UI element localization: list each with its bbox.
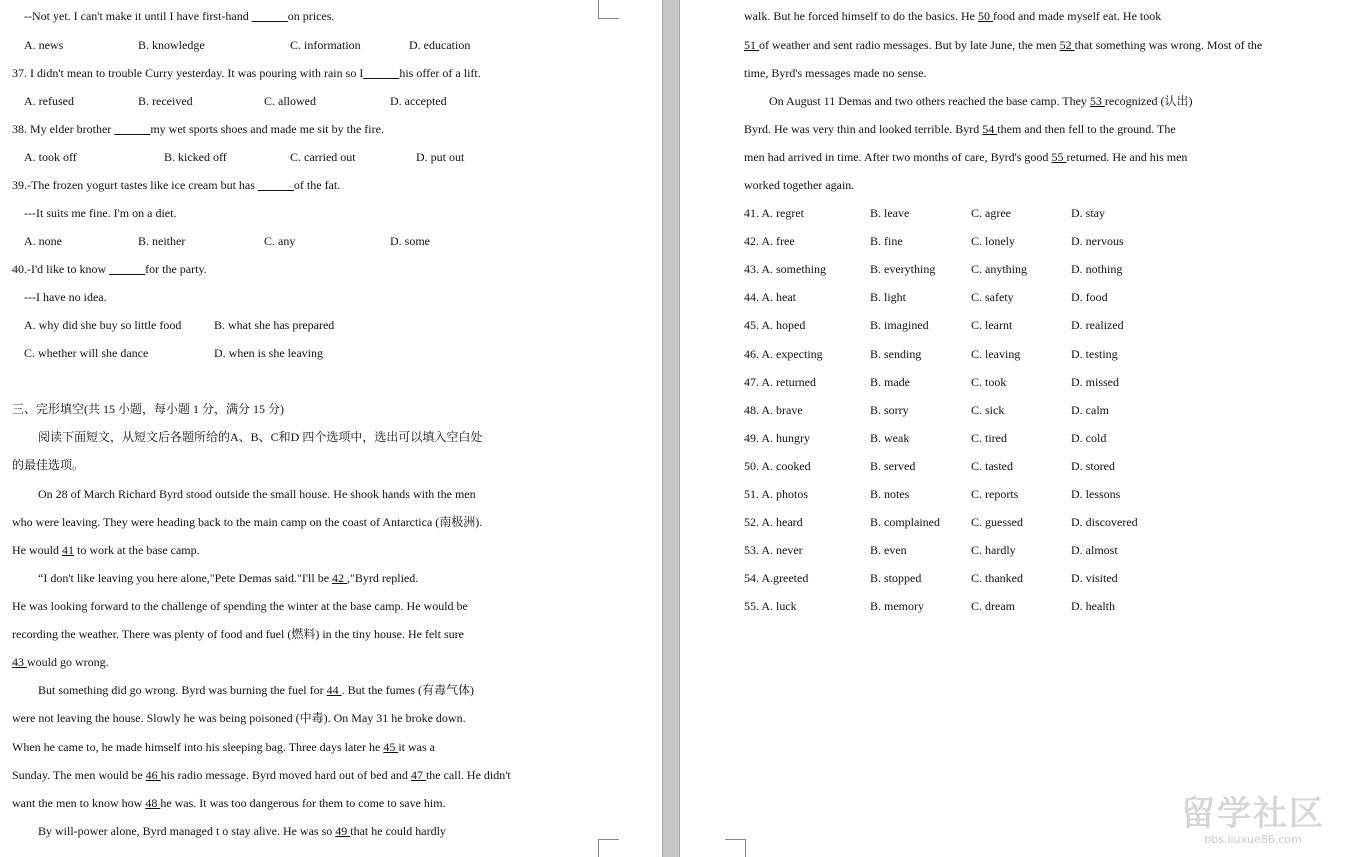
option-question: 47. A. returned: [744, 375, 816, 389]
blank-45: 45: [383, 740, 399, 754]
option-b: B. memory: [870, 599, 924, 613]
option-c: C. reports: [971, 487, 1019, 501]
option-d: D. accepted: [390, 94, 447, 108]
option-d: D. realized: [1071, 318, 1124, 332]
blank-53: 53: [1089, 94, 1105, 108]
option-question: 51. A. photos: [744, 487, 809, 501]
blank-41: 41: [62, 543, 74, 557]
document-page-left: [0, 0, 662, 857]
blank-54: 54: [982, 122, 998, 136]
question-37: 37. I didn't mean to trouble Curry yesterday. It was pouring with rain so I______his offer of a lift.: [12, 66, 481, 80]
blank-52: 52: [1059, 38, 1075, 52]
option-b: B. kicked off: [164, 150, 227, 164]
document-page-right: [680, 0, 1345, 857]
option-d: D. put out: [416, 150, 465, 164]
option-c: C. safety: [971, 290, 1014, 304]
passage-line: On August 11 Demas and two others reached the base camp. They 53 recognized (认出): [769, 94, 1193, 108]
blank-55: 55: [1051, 150, 1067, 164]
option-c: C. took: [971, 375, 1007, 389]
watermark: [1173, 795, 1333, 847]
option-b: B. even: [870, 543, 907, 557]
passage-line: 43 would go wrong.: [12, 655, 109, 669]
option-a: A. refused: [24, 94, 74, 108]
option-c: C. leaving: [971, 347, 1021, 361]
option-b: B. sending: [870, 347, 922, 361]
option-c: C. carried out: [290, 150, 356, 164]
option-b: B. fine: [870, 234, 903, 248]
option-a: A. none: [24, 234, 62, 248]
option-question: 55. A. luck: [744, 599, 797, 613]
passage-line: He would 41 to work at the base camp.: [12, 543, 200, 557]
option-a: A. news: [24, 38, 64, 52]
option-d: D. stored: [1071, 459, 1115, 473]
blank-46: 46: [145, 768, 161, 782]
option-b: B. light: [870, 290, 907, 304]
option-b: B. sorry: [870, 403, 909, 417]
option-question: 41. A. regret: [744, 206, 804, 220]
option-question: 53. A. never: [744, 543, 803, 557]
passage-line: were not leaving the house. Slowly he was being poisoned (中毒). On May 31 he broke down.: [12, 711, 466, 725]
question-40: 40.-I'd like to know ______for the party.: [12, 262, 207, 276]
option-question: 54. A.greeted: [744, 571, 809, 585]
instructions: 的最佳选项。: [12, 458, 85, 472]
option-c: C. allowed: [264, 94, 316, 108]
option-d: D. testing: [1071, 347, 1118, 361]
blank-48: 48: [145, 796, 161, 810]
passage-line: When he came to, he made himself into his sleeping bag. Three days later he 45 it was a: [12, 740, 435, 754]
option-b: B. everything: [870, 262, 936, 276]
passage-line: worked together again.: [744, 178, 855, 192]
passage-line: “I don't like leaving you here alone,"Pete Demas said."I'll be 42 ,"Byrd replied.: [38, 571, 419, 585]
option-question: 52. A. heard: [744, 515, 803, 529]
option-question: 42. A. free: [744, 234, 795, 248]
passage-line: who were leaving. They were heading back to the main camp on the coast of Antarctica (南极洲).: [12, 515, 483, 529]
option-c: C. any: [264, 234, 296, 248]
option-b: B. neither: [138, 234, 186, 248]
option-c: C. hardly: [971, 543, 1016, 557]
dialogue-reply: ---It suits me fine. I'm on a diet.: [24, 206, 177, 220]
option-question: 43. A. something: [744, 262, 827, 276]
passage-line: walk. But he forced himself to do the basics. He 50 food and made myself eat. He took: [744, 9, 1162, 23]
blank-42: 42: [332, 571, 348, 585]
option-question: 45. A. hoped: [744, 318, 806, 332]
instructions: 阅读下面短文，从短文后各题所给的A、B、C和D 四个选项中，选出可以填入空白处: [38, 430, 483, 444]
option-d: D. lessons: [1071, 487, 1121, 501]
option-d: D. when is she leaving: [214, 346, 323, 360]
passage-line: But something did go wrong. Byrd was burning the fuel for 44 . But the fumes (有毒气体): [38, 683, 474, 697]
option-b: B. leave: [870, 206, 910, 220]
passage-line: men had arrived in time. After two months of care, Byrd's good 55 returned. He and his men: [744, 150, 1188, 164]
passage-line: want the men to know how 48 he was. It was too dangerous for them to come to save him.: [12, 796, 446, 810]
passage-line: By will-power alone, Byrd managed t o stay alive. He was so 49 that he could hardly: [38, 824, 446, 838]
dialogue-reply: ---I have no idea.: [24, 290, 107, 304]
option-b: B. what she has prepared: [214, 318, 335, 332]
passage-line: He was looking forward to the challenge of spending the winter at the base camp. He would be: [12, 599, 468, 613]
blank-49: 49: [335, 824, 351, 838]
option-c: C. guessed: [971, 515, 1023, 529]
option-d: D. stay: [1071, 206, 1105, 220]
blank-47: 47: [410, 768, 426, 782]
option-d: D. visited: [1071, 571, 1118, 585]
option-c: C. sick: [971, 403, 1005, 417]
option-a: A. why did she buy so little food: [24, 318, 182, 332]
option-c: C. tired: [971, 431, 1007, 445]
watermark-logo: 留学社区: [1181, 794, 1325, 834]
passage-line: time, Byrd's messages made no sense.: [744, 66, 927, 80]
passage-line: Byrd. He was very thin and looked terrible. Byrd 54 them and then fell to the ground. The: [744, 122, 1176, 136]
option-question: 44. A. heat: [744, 290, 796, 304]
option-question: 48. A. brave: [744, 403, 803, 417]
blank-44: 44: [326, 683, 342, 697]
option-a: A. took off: [24, 150, 77, 164]
page-corner-mark: [725, 839, 746, 857]
option-d: D. cold: [1071, 431, 1107, 445]
option-b: B. received: [138, 94, 193, 108]
option-d: D. almost: [1071, 543, 1118, 557]
section-title: 三、完形填空(共 15 小题，每小题 1 分，满分 15 分): [12, 402, 284, 416]
blank-43: 43: [12, 655, 27, 669]
option-d: D. missed: [1071, 375, 1119, 389]
passage-line: recording the weather. There was plenty of food and fuel (燃料) in the tiny house. He felt sure: [12, 627, 464, 641]
option-d: D. calm: [1071, 403, 1109, 417]
passage-line: 51 of weather and sent radio messages. But by late June, the men 52 that something was wrong. Most of the: [744, 38, 1263, 52]
passage-line: On 28 of March Richard Byrd stood outside the small house. He shook hands with the men: [38, 487, 476, 501]
option-d: D. food: [1071, 290, 1108, 304]
option-c: C. learnt: [971, 318, 1013, 332]
option-question: 49. A. hungry: [744, 431, 810, 445]
option-d: D. nothing: [1071, 262, 1123, 276]
option-b: B. served: [870, 459, 916, 473]
blank-51: 51: [744, 38, 759, 52]
option-c: C. information: [290, 38, 361, 52]
option-c: C. anything: [971, 262, 1027, 276]
option-b: B. made: [870, 375, 910, 389]
option-question: 50. A. cooked: [744, 459, 811, 473]
option-b: B. complained: [870, 515, 940, 529]
option-b: B. weak: [870, 431, 910, 445]
option-d: D. some: [390, 234, 430, 248]
option-c: C. agree: [971, 206, 1011, 220]
option-c: C. thanked: [971, 571, 1023, 585]
option-c: C. tasted: [971, 459, 1013, 473]
option-c: C. lonely: [971, 234, 1015, 248]
option-d: D. nervous: [1071, 234, 1124, 248]
passage-line: Sunday. The men would be 46 his radio message. Byrd moved hard out of bed and 47 the call. He didn't: [12, 768, 511, 782]
option-d: D. discovered: [1071, 515, 1138, 529]
option-c: C. whether will she dance: [24, 346, 149, 360]
option-d: D. education: [409, 38, 471, 52]
option-b: B. stopped: [870, 571, 922, 585]
question-38: 38. My elder brother ______my wet sports shoes and made me sit by the fire.: [12, 122, 384, 136]
option-c: C. dream: [971, 599, 1015, 613]
option-question: 46. A. expecting: [744, 347, 823, 361]
question-39: 39.-The frozen yogurt tastes like ice cream but has ______of the fat.: [12, 178, 341, 192]
dialogue-line: --Not yet. I can't make it until I have first-hand ______on prices.: [24, 9, 335, 23]
page-gutter: [662, 0, 680, 857]
blank-50: 50: [977, 9, 993, 23]
option-d: D. health: [1071, 599, 1115, 613]
option-b: B. imagined: [870, 318, 929, 332]
page-corner-mark: [598, 0, 619, 19]
option-b: B. knowledge: [138, 38, 205, 52]
option-b: B. notes: [870, 487, 910, 501]
page-corner-mark: [598, 839, 619, 857]
watermark-url: bbs.liuxue86.com: [1204, 833, 1302, 846]
